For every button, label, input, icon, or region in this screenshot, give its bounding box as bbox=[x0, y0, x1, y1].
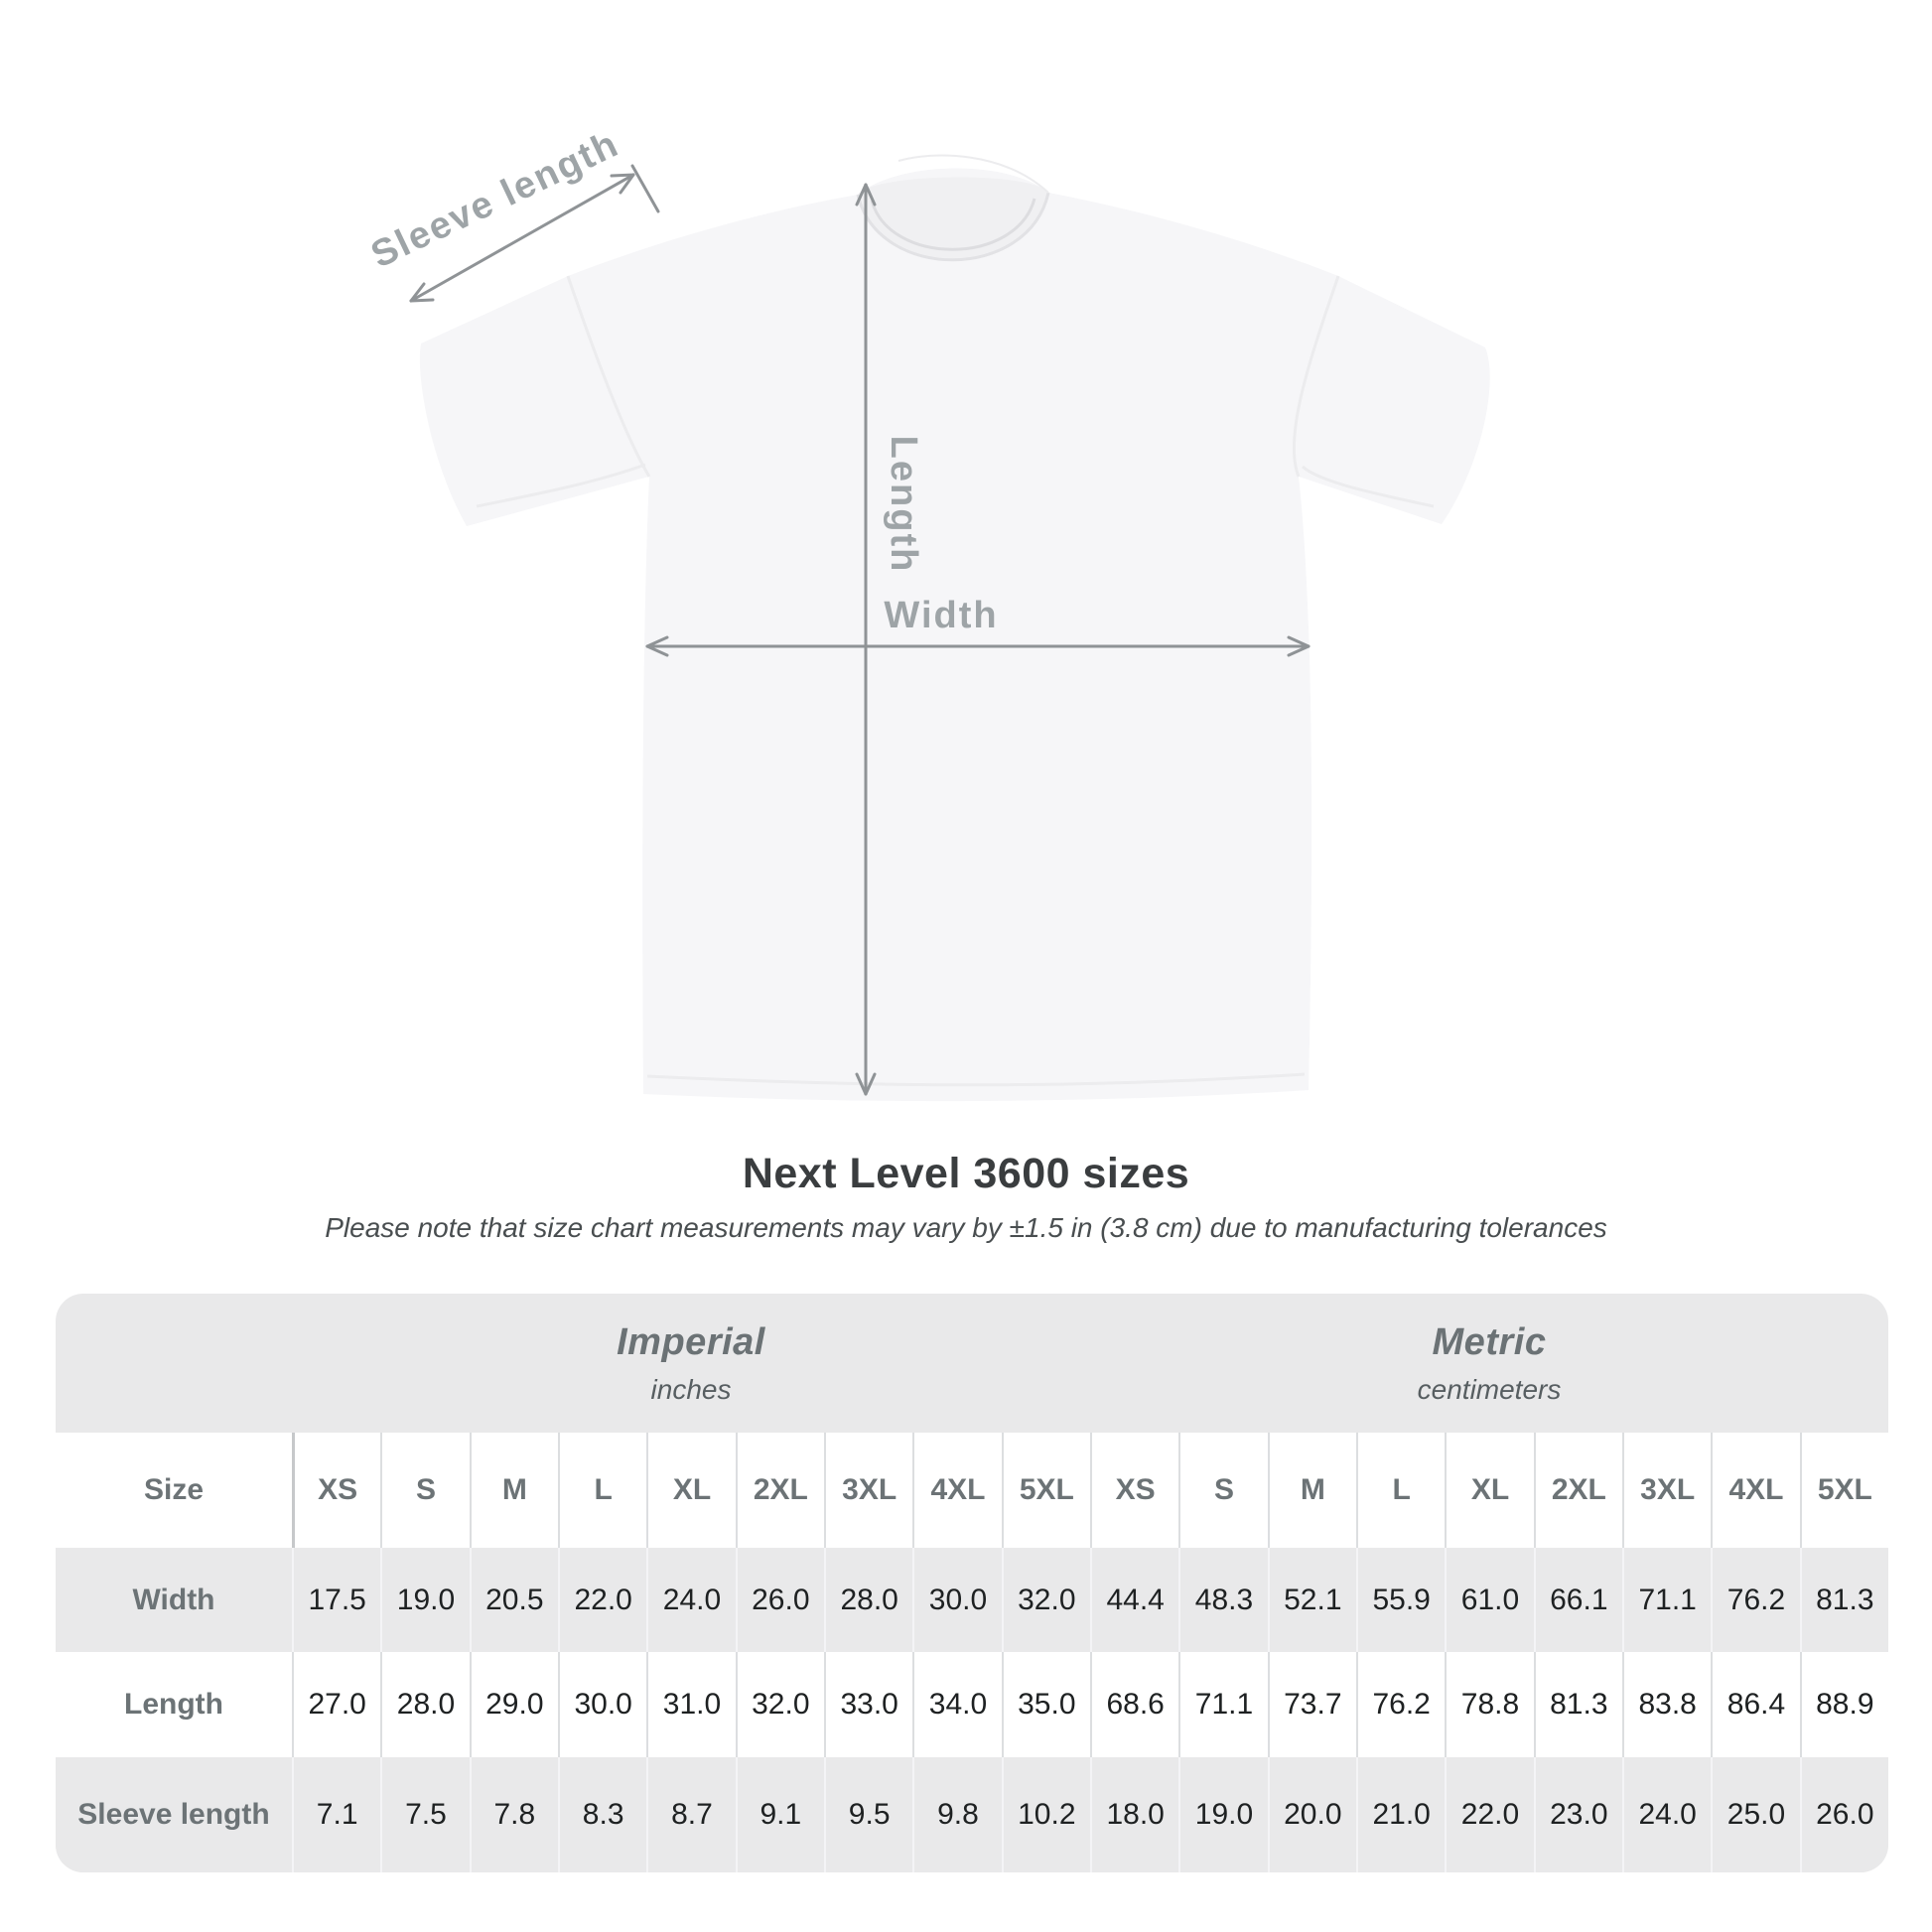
value-cell: 66.1 bbox=[1534, 1548, 1622, 1652]
size-header-cell: 2XL bbox=[736, 1433, 824, 1548]
size-header-cell: 3XL bbox=[824, 1433, 912, 1548]
value-cell: 32.0 bbox=[736, 1652, 824, 1757]
value-cell: 44.4 bbox=[1090, 1548, 1178, 1652]
value-cell: 8.3 bbox=[558, 1757, 646, 1872]
value-cell: 7.5 bbox=[380, 1757, 469, 1872]
value-cell: 28.0 bbox=[824, 1548, 912, 1652]
value-cell: 78.8 bbox=[1445, 1652, 1533, 1757]
size-table bbox=[56, 1294, 1888, 1872]
value-cell: 19.0 bbox=[1178, 1757, 1267, 1872]
value-cell: 27.0 bbox=[292, 1652, 380, 1757]
value-cell: 76.2 bbox=[1356, 1652, 1445, 1757]
value-cell: 81.3 bbox=[1800, 1548, 1888, 1652]
size-header-cell: L bbox=[558, 1433, 646, 1548]
value-cell: 24.0 bbox=[646, 1548, 735, 1652]
unit-group-imperial bbox=[292, 1294, 1090, 1433]
metric-unit: centimeters bbox=[1417, 1373, 1562, 1405]
size-header-cell: M bbox=[1268, 1433, 1356, 1548]
value-cell: 29.0 bbox=[470, 1652, 558, 1757]
value-cell: 81.3 bbox=[1534, 1652, 1622, 1757]
size-header-cell: 5XL bbox=[1002, 1433, 1090, 1548]
size-header-cell: M bbox=[470, 1433, 558, 1548]
size-header-cell: 2XL bbox=[1534, 1433, 1622, 1548]
value-cell: 19.0 bbox=[380, 1548, 469, 1652]
value-cell: 61.0 bbox=[1445, 1548, 1533, 1652]
value-cell: 25.0 bbox=[1711, 1757, 1799, 1872]
value-cell: 22.0 bbox=[558, 1548, 646, 1652]
value-cell: 26.0 bbox=[1800, 1757, 1888, 1872]
value-cell: 32.0 bbox=[1002, 1548, 1090, 1652]
imperial-label: Imperial bbox=[617, 1320, 765, 1363]
value-cell: 31.0 bbox=[646, 1652, 735, 1757]
value-cell: 68.6 bbox=[1090, 1652, 1178, 1757]
value-cell: 71.1 bbox=[1178, 1652, 1267, 1757]
corner-blank bbox=[56, 1294, 292, 1433]
value-cell: 10.2 bbox=[1002, 1757, 1090, 1872]
value-cell: 88.9 bbox=[1800, 1652, 1888, 1757]
size-header-cell: XL bbox=[1445, 1433, 1533, 1548]
value-cell: 33.0 bbox=[824, 1652, 912, 1757]
value-cell: 7.1 bbox=[292, 1757, 380, 1872]
width-label: Width bbox=[884, 595, 999, 636]
size-header-cell: XS bbox=[292, 1433, 380, 1548]
value-cell: 9.1 bbox=[736, 1757, 824, 1872]
unit-group-metric bbox=[1090, 1294, 1888, 1433]
value-cell: 20.5 bbox=[470, 1548, 558, 1652]
value-cell: 76.2 bbox=[1711, 1548, 1799, 1652]
table-row-sleeve-length bbox=[56, 1757, 1888, 1872]
size-header-cell: L bbox=[1356, 1433, 1445, 1548]
metric-label: Metric bbox=[1432, 1320, 1547, 1363]
sleeve-length-label: Sleeve length bbox=[364, 122, 626, 277]
imperial-unit: inches bbox=[650, 1373, 732, 1405]
value-cell: 20.0 bbox=[1268, 1757, 1356, 1872]
value-cell: 21.0 bbox=[1356, 1757, 1445, 1872]
unit-header-row bbox=[56, 1294, 1888, 1433]
length-label: Length bbox=[883, 435, 924, 574]
size-header-row bbox=[56, 1433, 1888, 1548]
value-cell: 18.0 bbox=[1090, 1757, 1178, 1872]
value-cell: 9.5 bbox=[824, 1757, 912, 1872]
value-cell: 26.0 bbox=[736, 1548, 824, 1652]
value-cell: 23.0 bbox=[1534, 1757, 1622, 1872]
table-row-width bbox=[56, 1548, 1888, 1652]
value-cell: 30.0 bbox=[912, 1548, 1001, 1652]
size-corner-label: Size bbox=[143, 1473, 205, 1506]
value-cell: 9.8 bbox=[912, 1757, 1001, 1872]
value-cell: 71.1 bbox=[1622, 1548, 1711, 1652]
size-header-cell: 4XL bbox=[912, 1433, 1001, 1548]
title-block bbox=[0, 1150, 1932, 1244]
value-cell: 86.4 bbox=[1711, 1652, 1799, 1757]
size-header-cell: S bbox=[380, 1433, 469, 1548]
value-cell: 17.5 bbox=[292, 1548, 380, 1652]
value-cell: 30.0 bbox=[558, 1652, 646, 1757]
row-label: Length bbox=[124, 1688, 223, 1721]
value-cell: 7.8 bbox=[470, 1757, 558, 1872]
row-label: Sleeve length bbox=[77, 1798, 270, 1831]
size-header-cell: S bbox=[1178, 1433, 1267, 1548]
size-header-cell: 4XL bbox=[1711, 1433, 1799, 1548]
value-cell: 8.7 bbox=[646, 1757, 735, 1872]
size-header-cell: 3XL bbox=[1622, 1433, 1711, 1548]
value-cell: 22.0 bbox=[1445, 1757, 1533, 1872]
value-cell: 52.1 bbox=[1268, 1548, 1356, 1652]
value-cell: 83.8 bbox=[1622, 1652, 1711, 1757]
value-cell: 24.0 bbox=[1622, 1757, 1711, 1872]
value-cell: 34.0 bbox=[912, 1652, 1001, 1757]
row-label: Width bbox=[132, 1583, 215, 1616]
value-cell: 55.9 bbox=[1356, 1548, 1445, 1652]
size-header-cell: XL bbox=[646, 1433, 735, 1548]
page-subtitle: Please note that size chart measurements may vary by ±1.5 in (3.8 cm) due to manufacturing tolerances bbox=[325, 1212, 1607, 1243]
value-cell: 35.0 bbox=[1002, 1652, 1090, 1757]
size-header-cell: XS bbox=[1090, 1433, 1178, 1548]
size-header-cell: 5XL bbox=[1800, 1433, 1888, 1548]
value-cell: 28.0 bbox=[380, 1652, 469, 1757]
value-cell: 73.7 bbox=[1268, 1652, 1356, 1757]
page-title: Next Level 3600 sizes bbox=[742, 1150, 1190, 1197]
value-cell: 48.3 bbox=[1178, 1548, 1267, 1652]
table-row-length bbox=[56, 1652, 1888, 1757]
